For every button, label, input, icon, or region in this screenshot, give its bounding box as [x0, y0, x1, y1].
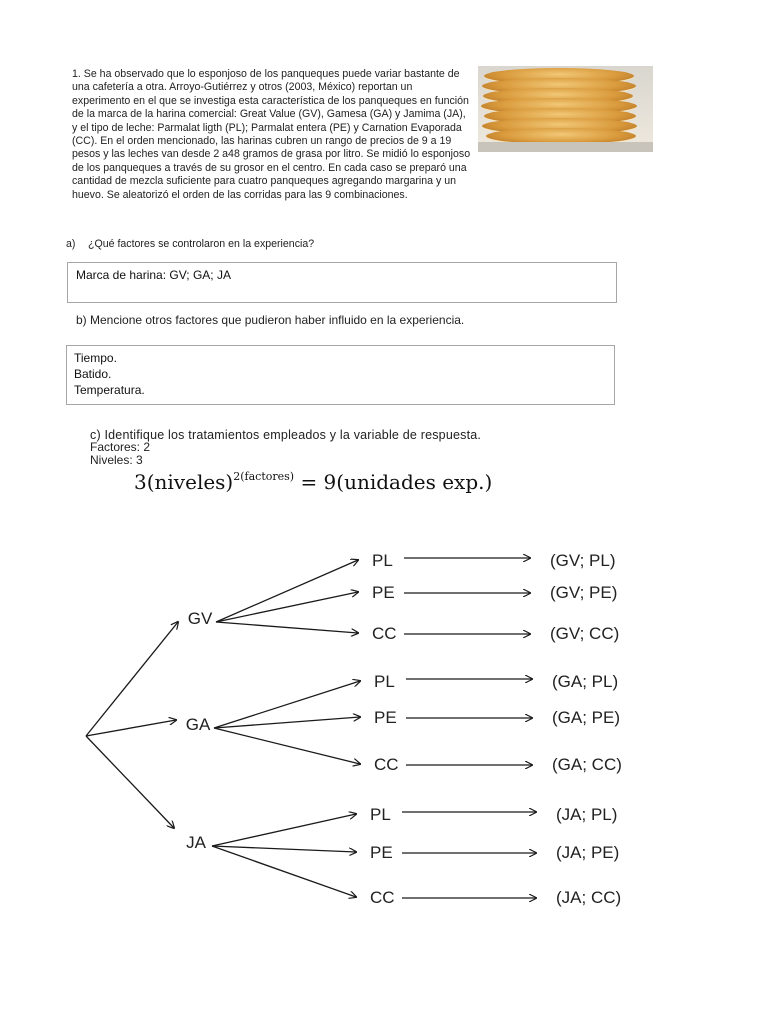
answer-a-text: Marca de harina: GV; GA; JA [76, 268, 231, 282]
flour-branch-arrow [214, 681, 360, 728]
treatment-result: (GA; PL) [552, 672, 619, 691]
milk-label: CC [370, 888, 395, 907]
answer-b-item: Batido. [74, 367, 112, 381]
flour-label: JA [186, 833, 206, 852]
flour-branch-arrow [216, 592, 358, 622]
problem-statement: 1. Se ha observado que lo esponjoso de los panqueques puede variar bastante de una cafetería a otra. Arroyo-Gutiérrez y otros (2003, México) reportan un experimento en el que se investiga esta característica de los panqueques en función de la marca de la harina comercial: Great Value (GV), Gamesa (GA) y Jamima (JA), y el tipo de leche: Parmalat ligth (PL); Parmalat entera (PE) y Carnation Evaporada (CC). En el orden mencionado, las harinas cubren un rango de precios de 9 a 19 pesos y las leches van desde 2 a48 gramos de grasa por litro. Se midió lo esponjoso de los panqueques a través de su grosor en el centro. En cada caso se preparó una cantidad de mezcla suficiente para cuatro panqueques agregando margarina y un huevo. Se aleatorizó el orden de las corridas para las 9 combinaciones. [72, 68, 471, 201]
milk-label: CC [372, 624, 397, 643]
treatment-result: (JA; PL) [556, 805, 618, 824]
milk-label: CC [374, 755, 399, 774]
treatment-result: (JA; PE) [556, 843, 620, 862]
root-branch-arrow [86, 736, 174, 828]
flour-branch-arrow [214, 717, 360, 728]
flour-branch-arrow [212, 846, 356, 897]
pancake-stack-photo [478, 66, 653, 152]
question-b: b) Mencione otros factores que pudieron haber influido en la experiencia. [76, 313, 465, 327]
answer-b-item: Temperatura. [74, 383, 145, 397]
formula-base: 3(niveles) [134, 470, 234, 494]
milk-label: PE [374, 708, 397, 727]
flour-label: GV [187, 609, 213, 628]
treatment-result: (GA; PE) [552, 708, 621, 727]
design-summary [90, 441, 150, 466]
treatment-result: (GV; PL) [550, 551, 616, 570]
flour-branch-arrow [212, 814, 356, 846]
answer-b-item: Tiempo. [74, 351, 117, 365]
root-branch-arrow [86, 720, 176, 736]
treatment-result: (GV; CC) [550, 624, 620, 643]
treatment-result: (JA; CC) [556, 888, 622, 907]
flour-branch-arrow [216, 560, 358, 622]
treatments-formula [134, 470, 492, 494]
flour-branch-arrow [214, 728, 360, 764]
flour-branch-arrow [212, 846, 356, 852]
question-a-label: a) [66, 238, 76, 250]
formula-result: = 9(unidades exp.) [300, 470, 493, 494]
factors-count: Factores: 2 [90, 440, 151, 454]
treatment-result: (GA; CC) [552, 755, 622, 774]
formula-exponent: 2(factores) [233, 470, 295, 483]
flour-label: GA [185, 715, 211, 734]
question-c: c) Identifique los tratamientos empleados y la variable de respuesta. [90, 428, 482, 442]
treatment-result: (GV; PE) [550, 583, 618, 602]
answer-b-box [66, 345, 615, 405]
milk-label: PE [372, 583, 395, 602]
milk-label: PL [370, 805, 391, 824]
milk-label: PL [372, 551, 393, 570]
plate [478, 142, 653, 152]
question-a [66, 238, 314, 250]
levels-count: Niveles: 3 [90, 452, 143, 467]
root-branch-arrow [86, 622, 178, 736]
answer-a-box [67, 262, 617, 303]
milk-label: PL [374, 672, 395, 691]
question-a-text: ¿Qué factores se controlaron en la experiencia? [88, 238, 315, 250]
tree-diagram [0, 530, 768, 930]
flour-branch-arrow [216, 622, 358, 633]
milk-label: PE [370, 843, 393, 862]
